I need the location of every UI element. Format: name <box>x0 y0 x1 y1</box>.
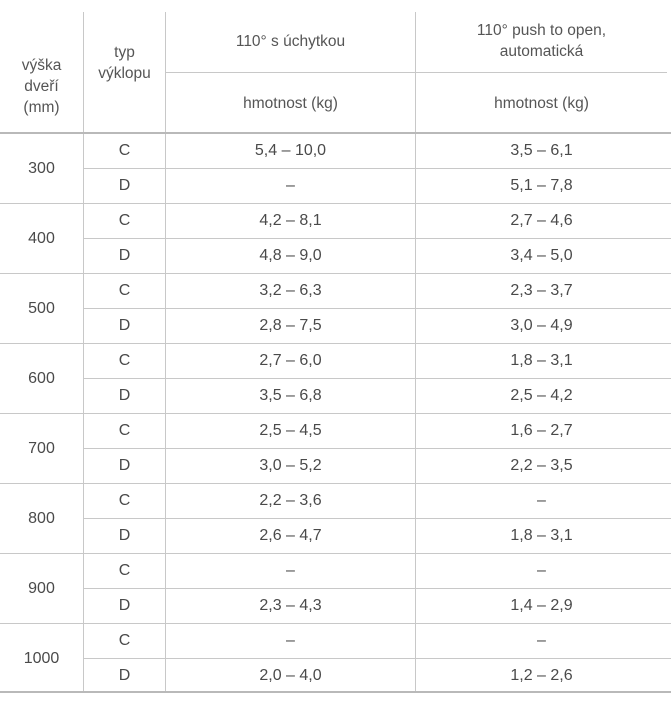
header-weight-2: hmotnost (kg) <box>494 94 589 112</box>
header-tilt-type <box>84 42 165 112</box>
weight-push-open-cell: 2,7 – 4,6 <box>510 212 573 229</box>
weight-handle-cell: 3,0 – 5,2 <box>259 457 322 474</box>
weight-push-open-cell: 2,3 – 3,7 <box>510 282 573 299</box>
header-group-push-open <box>416 10 667 72</box>
weight-handle-cell: 2,2 – 3,6 <box>259 492 322 509</box>
weight-handle-cell: 5,4 – 10,0 <box>254 142 327 159</box>
row-divider <box>0 553 671 554</box>
header-group-push-open-line: automatická <box>499 43 584 60</box>
weight-push-open-cell: 5,1 – 7,8 <box>510 177 573 194</box>
weight-handle-cell: – <box>286 632 295 649</box>
header-weight-1: hmotnost (kg) <box>243 94 338 112</box>
weight-push-open-cell: 1,2 – 2,6 <box>510 667 573 684</box>
header-door-height-line: (mm) <box>23 98 60 116</box>
weight-push-open-cell: 2,2 – 3,5 <box>510 457 573 474</box>
tilt-type-cell: D <box>118 527 131 544</box>
header-group-handle: 110° s úchytkou <box>235 32 346 50</box>
row-divider <box>84 308 671 309</box>
column-divider <box>415 12 416 692</box>
tilt-type-cell: C <box>118 422 131 439</box>
row-divider <box>84 168 671 169</box>
tilt-type-cell: D <box>118 317 131 334</box>
tilt-type-cell: C <box>118 142 131 159</box>
weight-push-open-cell: 1,6 – 2,7 <box>510 422 573 439</box>
weight-handle-cell: 4,8 – 9,0 <box>259 247 322 264</box>
door-height-cell: 900 <box>28 579 55 597</box>
weight-push-open-cell: 3,5 – 6,1 <box>510 142 573 159</box>
weight-handle-cell: 2,0 – 4,0 <box>259 667 322 684</box>
row-divider <box>84 658 671 659</box>
tilt-type-cell: C <box>118 492 131 509</box>
tilt-type-cell: D <box>118 667 131 684</box>
row-divider <box>0 483 671 484</box>
weight-handle-cell: 2,6 – 4,7 <box>259 527 322 544</box>
door-height-cell: 300 <box>28 159 55 177</box>
weight-handle-cell: – <box>286 562 295 579</box>
weight-handle-cell: 2,5 – 4,5 <box>259 422 322 439</box>
header-tilt-type-line: výklopu <box>98 65 151 82</box>
row-divider <box>0 273 671 274</box>
row-divider <box>0 691 671 693</box>
weight-handle-cell: – <box>286 177 295 194</box>
column-divider <box>83 12 84 692</box>
weight-handle-cell: 2,7 – 6,0 <box>259 352 322 369</box>
row-divider <box>84 588 671 589</box>
row-divider <box>0 343 671 344</box>
door-height-cell: 1000 <box>23 649 60 667</box>
door-height-cell: 500 <box>28 299 55 317</box>
weight-push-open-cell: – <box>537 492 546 509</box>
tilt-type-cell: C <box>118 632 131 649</box>
row-divider <box>0 132 671 134</box>
weight-push-open-cell: 3,4 – 5,0 <box>510 247 573 264</box>
tilt-type-cell: C <box>118 212 131 229</box>
column-divider <box>165 12 166 692</box>
row-divider <box>0 413 671 414</box>
weight-push-open-cell: – <box>537 632 546 649</box>
door-height-cell: 800 <box>28 509 55 527</box>
row-divider <box>84 448 671 449</box>
row-divider <box>84 238 671 239</box>
weight-handle-cell: 4,2 – 8,1 <box>259 212 322 229</box>
header-door-height <box>0 20 83 132</box>
door-height-cell: 400 <box>28 229 55 247</box>
tilt-type-cell: D <box>118 247 131 264</box>
header-group-push-open-line: 110° push to open, <box>476 22 607 39</box>
header-door-height-line: dveří <box>24 77 59 95</box>
weight-push-open-cell: 1,4 – 2,9 <box>510 597 573 614</box>
weight-push-open-cell: – <box>537 562 546 579</box>
row-divider <box>166 72 667 73</box>
weight-handle-cell: 2,8 – 7,5 <box>259 317 322 334</box>
row-divider <box>0 203 671 204</box>
tilt-type-cell: D <box>118 457 131 474</box>
weight-push-open-cell: 3,0 – 4,9 <box>510 317 573 334</box>
door-height-cell: 600 <box>28 369 55 387</box>
header-door-height-line: výška <box>21 56 62 74</box>
tilt-type-cell: D <box>118 387 131 404</box>
weight-push-open-cell: 1,8 – 3,1 <box>510 527 573 544</box>
weight-handle-cell: 3,2 – 6,3 <box>259 282 322 299</box>
row-divider <box>84 518 671 519</box>
door-height-cell: 700 <box>28 439 55 457</box>
weight-push-open-cell: 1,8 – 3,1 <box>510 352 573 369</box>
tilt-type-cell: D <box>118 177 131 194</box>
tilt-type-cell: C <box>118 352 131 369</box>
weight-handle-cell: 2,3 – 4,3 <box>259 597 322 614</box>
row-divider <box>0 623 671 624</box>
tilt-type-cell: C <box>118 282 131 299</box>
row-divider <box>84 378 671 379</box>
weight-handle-cell: 3,5 – 6,8 <box>259 387 322 404</box>
weight-push-open-cell: 2,5 – 4,2 <box>510 387 573 404</box>
header-tilt-type-line: typ <box>114 44 135 61</box>
tilt-type-cell: D <box>118 597 131 614</box>
tilt-type-cell: C <box>118 562 131 579</box>
